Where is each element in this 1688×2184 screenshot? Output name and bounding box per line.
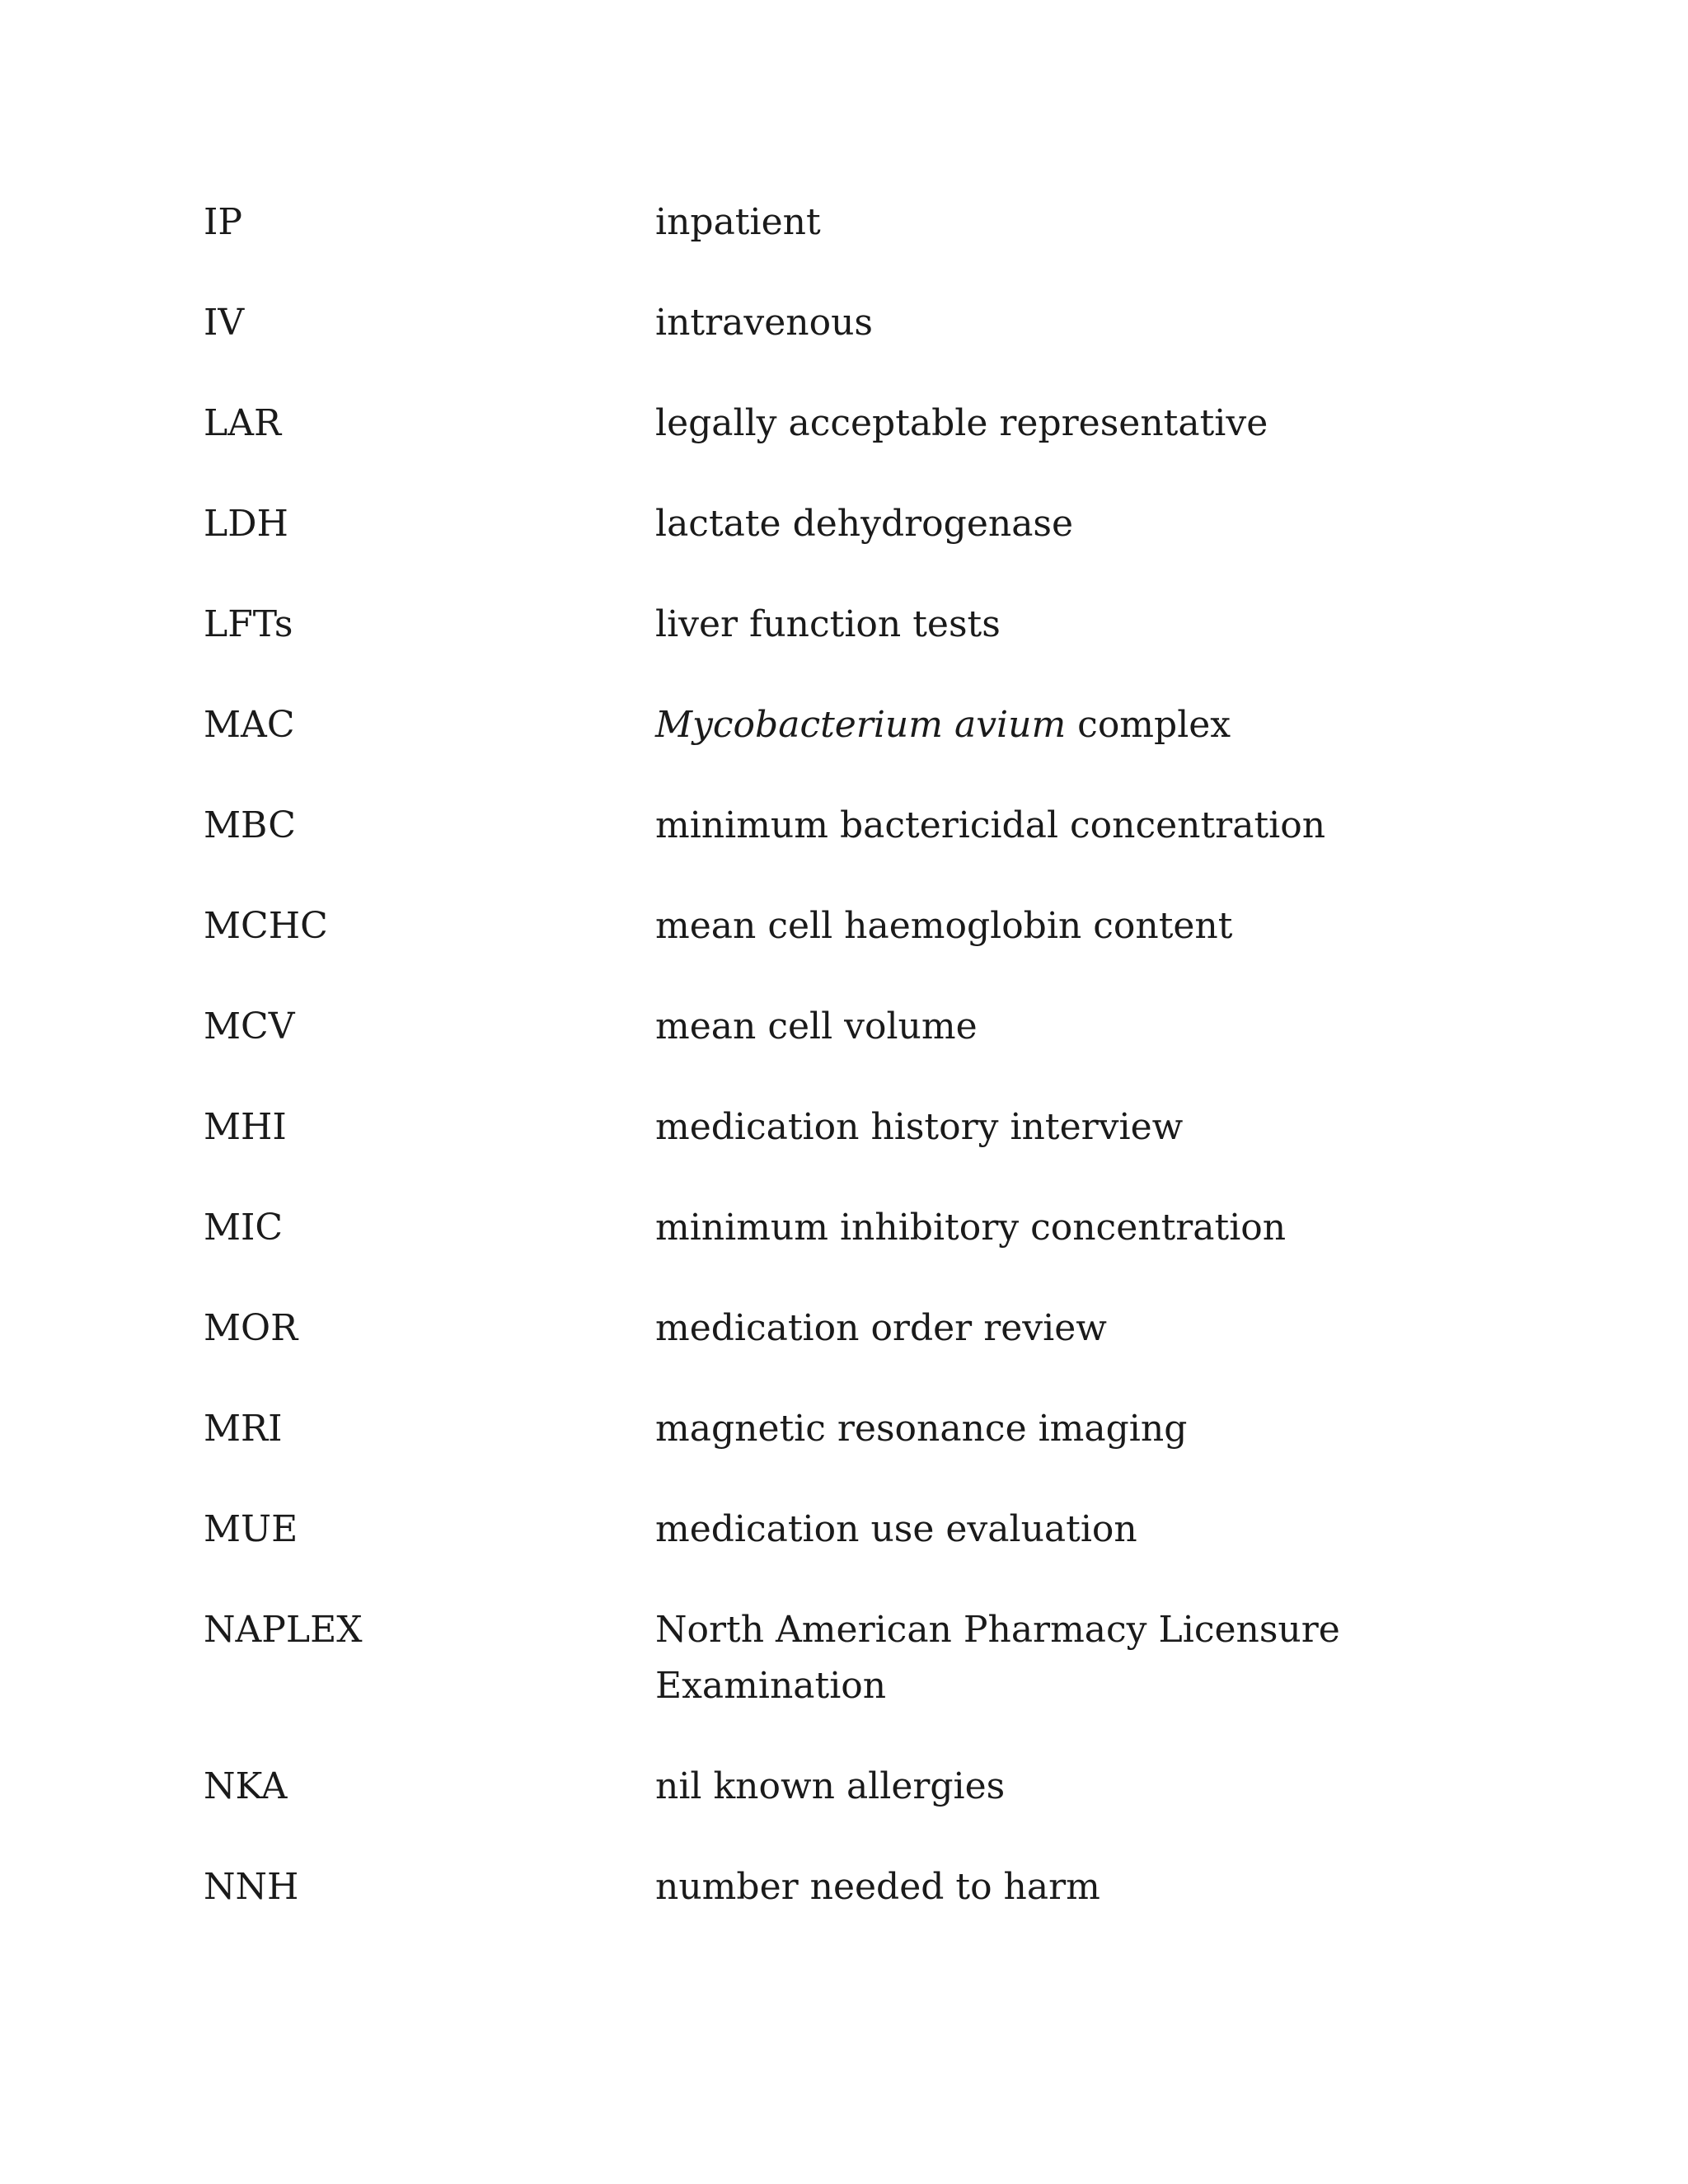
list-item [204, 798, 1522, 854]
abbreviation-definition: nil known allergies [655, 1765, 1006, 1807]
abbreviation-term: NAPLEX [204, 1609, 363, 1651]
abbreviation-definition: legally acceptable representative [655, 402, 1268, 444]
list-item [204, 194, 1522, 251]
abbreviation-definition: magnetic resonance imaging [655, 1408, 1188, 1450]
definition-roman-part: complex [1066, 704, 1231, 746]
abbreviation-term: IV [204, 302, 245, 344]
abbreviation-term: MOR [204, 1307, 298, 1349]
list-item [204, 999, 1522, 1055]
abbreviation-definition: intravenous [655, 302, 873, 344]
abbreviation-definition: medication order review [655, 1307, 1107, 1349]
abbreviation-definition: inpatient [655, 201, 821, 243]
definition-italic-part: Mycobacterium avium [655, 704, 1067, 746]
list-item [204, 496, 1522, 552]
list-item [204, 1200, 1522, 1256]
abbreviation-definition: minimum bactericidal concentration [655, 804, 1326, 846]
abbreviation-term: MRI [204, 1408, 283, 1450]
abbreviation-term: LFTs [204, 603, 293, 645]
abbreviation-definition [655, 697, 1348, 753]
list-item [204, 1759, 1522, 1815]
abbreviation-definition: mean cell volume [655, 1005, 978, 1047]
abbreviation-definition: medication use evaluation [655, 1508, 1137, 1550]
list-item [204, 898, 1522, 954]
abbreviation-term: NNH [204, 1866, 299, 1908]
abbreviation-definition: minimum inhibitory concentration [655, 1207, 1287, 1249]
abbreviation-definition: lactate dehydrogenase [655, 503, 1074, 545]
list-item [204, 1099, 1522, 1155]
abbreviation-term: IP [204, 201, 242, 243]
list-item [204, 1859, 1522, 1915]
abbreviation-definition: medication history interview [655, 1106, 1184, 1148]
list-item [204, 396, 1522, 452]
abbreviation-list [204, 194, 1522, 1960]
list-item [204, 1301, 1522, 1357]
abbreviation-term: NKA [204, 1765, 288, 1807]
abbreviation-term: MBC [204, 804, 296, 846]
abbreviation-term: MIC [204, 1207, 284, 1249]
abbreviation-term: MUE [204, 1508, 298, 1550]
list-item [204, 1602, 1522, 1714]
abbreviation-term: MCHC [204, 905, 328, 947]
list-item [204, 295, 1522, 351]
list-item [204, 1502, 1522, 1558]
abbreviation-term: MHI [204, 1106, 287, 1148]
list-item [204, 1401, 1522, 1457]
list-item [204, 597, 1522, 653]
abbreviation-term: LAR [204, 402, 282, 444]
abbreviation-term: MAC [204, 704, 295, 746]
abbreviation-definition: mean cell haemoglobin content [655, 905, 1233, 947]
list-item [204, 697, 1522, 753]
abbreviation-definition: number needed to harm [655, 1866, 1100, 1908]
abbreviation-term: MCV [204, 1005, 295, 1047]
abbreviation-term: LDH [204, 503, 288, 545]
abbreviation-definition: liver function tests [655, 603, 1001, 645]
abbreviation-definition: North American Pharmacy Licensure Examination [655, 1609, 1340, 1707]
